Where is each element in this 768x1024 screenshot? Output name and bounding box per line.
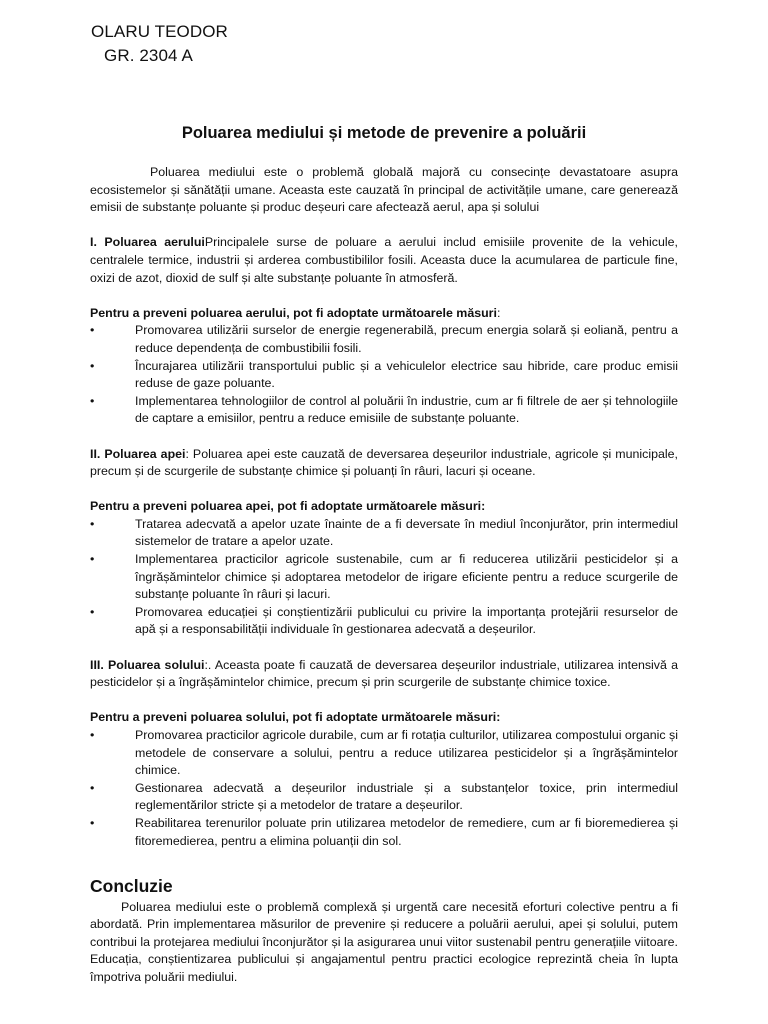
water-paragraph (90, 446, 678, 481)
conclusion-paragraph: Poluarea mediului este o problemă complexă și urgentă care necesită eforturi colective pentru a fi abordată. Prin implementarea măsurilor de prevenire și reducere a poluării aerului, apei și solului, putem contribui la protejarea mediului înconjurător și la asigurarea unui viitor sustenabil pentru generațiile viitoare. Educația, conștientizarea publicului și angajamentul pentru practici ecologice reprezintă cheia în lupta împotriva poluării mediului. (90, 900, 678, 984)
list-item-text: Implementarea tehnologiilor de control al poluării în industrie, cum ar fi filtrele de aer și tehnologiile de captare a emisiilor, pentru a reduce emisiile de substanțe poluante. (135, 393, 678, 426)
soil-measures-title: Pentru a preveni poluarea solului, pot fi adoptate următoarele măsuri: (90, 710, 501, 725)
list-item (90, 727, 678, 780)
bullet-icon: • (90, 552, 95, 567)
list-item-text: Încurajarea utilizării transportului public și a vehiculelor electrice sau hibride, care produc emisii reduse de gaze poluante. (135, 358, 678, 391)
list-item-text: Reabilitarea terenurilor poluate prin utilizarea metodelor de remediere, cum ar fi bioremedierea și fitoremedierea, pentru a elimina poluanții din sol. (135, 815, 678, 848)
bullet-icon: • (90, 728, 95, 742)
list-item-text: Promovarea practicilor agricole durabile, cum ar fi rotația culturilor, utilizarea compostului organic și metodele de conservare a solului, pentru a reduce utilizarea pesticidelor și a îngrășămintelor chimice. (135, 728, 678, 778)
list-item (90, 815, 678, 850)
list-item-text: Implementarea practicilor agricole sustenabile, cum ar fi reducerea utilizării pesticidelor și a îngrășămintelor chimice și adoptarea metodelor de irigare eficiente pentru a reduce scurgerile de substanțe poluante în râuri și lacuri. (135, 552, 678, 602)
water-measures-title: Pentru a preveni poluarea apei, pot fi adoptate următoarele măsuri: (90, 499, 486, 514)
water-heading: II. Poluarea apei (90, 446, 186, 461)
list-item-text: Promovarea utilizării surselor de energie regenerabilă, precum energia solară și eoliană, pentru a reduce dependența de combustibilii fosili. (135, 323, 678, 355)
list-item-text: Tratarea adecvată a apelor uzate înainte de a fi deversate în mediul înconjurător, prin intermediul sistemelor de tratare a apelor uzate. (135, 516, 678, 549)
bullet-icon: • (90, 358, 95, 373)
water-text: : Poluarea apei este cauzată de deversarea deșeurilor industriale, agricole și municipale, precum și de scurgerile de substanțe chimice și poluanți în râuri, lacuri și oceane. (90, 446, 678, 479)
bullet-icon: • (90, 393, 95, 408)
air-text: Principalele surse de poluare a aerului includ emisiile provenite de la vehicule, centralele termice, industrii și arderea combustibililor fosili. Aceasta duce la acumularea de particule fine, oxizi de azot, dioxid de sulf și alte substanțe poluante în atmosferă. (90, 235, 678, 285)
author-name: OLARU TEODOR (91, 22, 228, 41)
air-heading: I. Poluarea aerului (90, 235, 205, 250)
air-paragraph (90, 234, 678, 287)
soil-heading: III. Poluarea solului (90, 657, 205, 672)
list-item (90, 322, 678, 357)
list-item (90, 551, 678, 604)
list-item (90, 393, 678, 428)
air-measures-colon: : (496, 305, 501, 320)
bullet-icon: • (90, 815, 95, 830)
soil-text: :. Aceasta poate fi cauzată de deversarea deșeurilor industriale, utilizarea intensivă a pesticidelor și a îngrășămintelor chimice, precum și prin scurgerile de substanțe chimice toxice. (90, 657, 678, 690)
conclusion-heading: Concluzie (90, 876, 173, 896)
list-item-text: Promovarea educației și conștientizării publicului cu privire la importanța protejării resurselor de apă și a responsabilității individuale în gestionarea adecvată a deșeurilor. (135, 604, 678, 637)
author-block (91, 20, 228, 68)
intro-paragraph: Poluarea mediului este o problemă globală majoră cu consecințe devastatoare asupra ecosistemelor și sănătății umane. Aceasta este cauzată în principal de activitățile umane, care generează emisii de substanțe poluante și produc deșeuri care afectează aerul, apa și solului (90, 165, 678, 215)
soil-paragraph (90, 657, 678, 692)
author-group: GR. 2304 A (104, 46, 193, 65)
bullet-icon: • (90, 323, 95, 338)
list-item (90, 604, 678, 639)
bullet-icon: • (90, 516, 95, 531)
document-body (90, 164, 678, 850)
air-measures-title (90, 305, 678, 323)
list-item-text: Gestionarea adecvată a deșeurilor industriale și a substanțelor toxice, prin intermediul reglementărilor stricte și a metodelor de tratare a deșeurilor. (135, 780, 678, 813)
document-title: Poluarea mediului și metode de prevenire a poluării (181, 124, 587, 142)
air-measures-title-text: Pentru a preveni poluarea aerului, pot fi adoptate următoarele măsuri (90, 305, 497, 320)
bullet-icon: • (90, 780, 95, 795)
list-item (90, 780, 678, 815)
list-item (90, 516, 678, 551)
bullet-icon: • (90, 604, 95, 619)
list-item (90, 358, 678, 393)
